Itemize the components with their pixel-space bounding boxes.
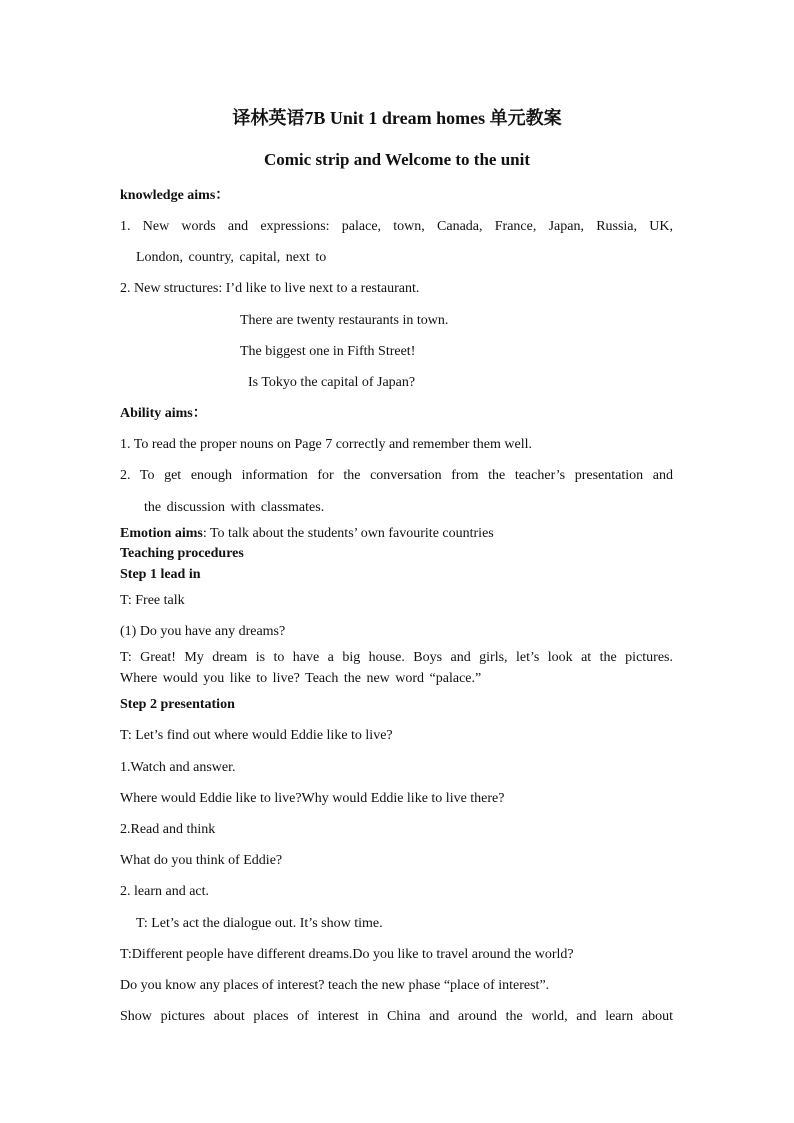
- ability-item-1: 1. To read the proper nouns on Page 7 correctly and remember them well.: [120, 437, 533, 452]
- step2-line-4: 2.Read and think: [120, 822, 216, 837]
- step1-line-2: (1) Do you have any dreams?: [120, 624, 286, 639]
- step2-line-10: Show pictures about places of interest in China and around the world, and learn about: [120, 1009, 673, 1024]
- emotion-aims-heading: Emotion aims: [120, 526, 203, 541]
- emotion-aims-text: : To talk about the students’ own favourite countries: [202, 526, 494, 541]
- step2-line-5: What do you think of Eddie?: [120, 853, 283, 868]
- step1-line-3-cont: Where would you like to live? Teach the new word “palace.”: [120, 671, 482, 686]
- ability-item-2-cont: the discussion with classmates.: [144, 500, 325, 515]
- structure-line-3: The biggest one in Fifth Street!: [240, 344, 416, 359]
- step2-line-2: 1.Watch and answer.: [120, 760, 236, 775]
- knowledge-aims-heading: knowledge aims：: [120, 188, 230, 203]
- structure-line-4: Is Tokyo the capital of Japan?: [248, 375, 416, 390]
- step2-line-8: T:Different people have different dreams.Do you like to travel around the world?: [120, 947, 574, 962]
- ability-item-2: 2. To get enough information for the conversation from the teacher’s presentation and: [120, 468, 673, 483]
- knowledge-item-1: 1. New words and expressions: palace, town, Canada, France, Japan, Russia, UK,: [120, 219, 673, 234]
- ability-aims-heading: Ability aims：: [120, 406, 207, 421]
- document-subtitle: Comic strip and Welcome to the unit: [263, 150, 530, 169]
- step2-line-6: 2. learn and act.: [120, 884, 210, 899]
- document-title: 译林英语7B Unit 1 dream homes 单元教案: [232, 108, 562, 128]
- teaching-procedures-heading: Teaching procedures: [120, 546, 244, 561]
- step2-line-3: Where would Eddie like to live?Why would Eddie like to live there?: [120, 791, 505, 806]
- emotion-aims: [120, 525, 494, 543]
- step1-line-1: T: Free talk: [120, 593, 185, 608]
- step1-heading: Step 1 lead in: [120, 567, 201, 582]
- step2-heading: Step 2 presentation: [120, 697, 235, 712]
- step2-line-9: Do you know any places of interest? teach the new phase “place of interest”.: [120, 978, 550, 993]
- step2-line-7: T: Let’s act the dialogue out. It’s show time.: [136, 916, 383, 931]
- step2-line-1: T: Let’s find out where would Eddie like to live?: [120, 728, 393, 743]
- knowledge-item-2: 2. New structures: I’d like to live next to a restaurant.: [120, 281, 420, 296]
- structure-line-2: There are twenty restaurants in town.: [240, 313, 449, 328]
- step1-line-3: T: Great! My dream is to have a big house. Boys and girls, let’s look at the pictures.: [120, 650, 673, 665]
- knowledge-item-1-cont: London, country, capital, next to: [136, 250, 327, 265]
